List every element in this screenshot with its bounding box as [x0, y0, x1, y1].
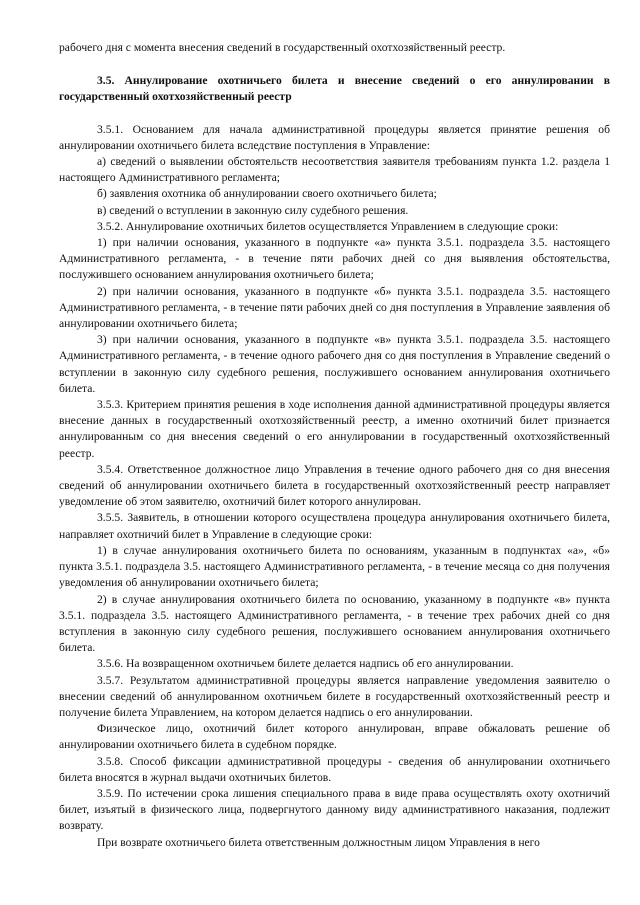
paragraph-3-5-2: 3.5.2. Аннулирование охотничьих билетов осуществляется Управлением в следующие сроки:	[97, 219, 559, 233]
paragraph-3-5-9: 3.5.9. По истечении срока лишения специального права в виде права осуществлять охоту охотничий билет, изъятый в физического лица, подвергнутого данному виду административного наказания, подлежит возврату.	[59, 786, 610, 833]
lead-line: рабочего дня с момента внесения сведений в государственный охотхозяйственный реестр.	[59, 41, 506, 54]
paragraph-return: При возврате охотничьего билета ответственным должностным лицом Управления в него	[97, 835, 540, 849]
paragraph-3-5-7: 3.5.7. Результатом административной процедуры является направление уведомления заявителю о внесении сведений об аннулированном охотничьем билете в государственный охотхозяйственный реестр и получение билета Управлением, на котором делается надпись о его аннулировании.	[59, 673, 610, 719]
paragraph-3-5-2-2: 2) при наличии основания, указанного в подпункте «б» пункта 3.5.1. подраздела 3.5. настоящего Административного регламента, - в течение пяти рабочих дней со дня поступления в Управление заявления об аннулировании охотничьего билета;	[59, 284, 610, 331]
paragraph-3-5-4: 3.5.4. Ответственное должностное лицо Управления в течение одного рабочего дня со дня внесения сведений об аннулировании охотничьего билета в государственный охотхозяйственный реестр направляет уведомление об этом заявителю, охотничий билет которого аннулирован.	[59, 462, 610, 509]
paragraph-3-5-2-1: 1) при наличии основания, указанного в подпункте «а» пункта 3.5.1. подраздела 3.5. настоящего Административного регламента, - в течение пяти рабочих дней со дня выявления обстоятельства, послужившего основанием аннулирования охотничьего билета;	[59, 236, 610, 282]
paragraph-3-5-5-2: 2) в случае аннулирования охотничьего билета по основанию, указанному в подпункте «в» пункта 3.5.1. подраздела 3.5. настоящего Административного регламента, - в течение трех рабочих дней со дня вступления в законную силу судебного решения, послужившего основанием аннулирования охотничьего билета.	[59, 592, 610, 655]
paragraph-appeal: Физическое лицо, охотничий билет которого аннулирован, вправе обжаловать решение об аннулировании охотничьего билета в судебном порядке.	[59, 722, 610, 752]
paragraph-3-5-1-v: в) сведений о вступлении в законную силу судебного решения.	[97, 203, 409, 217]
section-heading: 3.5. Аннулирование охотничьего билета и внесение сведений о его аннулировании в государственный охотхозяйственный реестр	[59, 74, 610, 104]
paragraph-3-5-5-1: 1) в случае аннулирования охотничьего билета по основаниям, указанным в подпунктах «а», «б» пункта 3.5.1. подраздела 3.5. настоящего Административного регламента, - в течение месяца со дня получения уведомления об аннулировании охотничьего билета;	[59, 543, 610, 590]
paragraph-3-5-1-a: а) сведений о выявлении обстоятельств несоответствия заявителя требованиям пункта 1.2. раздела 1 настоящего Административного регламента;	[59, 155, 610, 185]
paragraph-3-5-2-3: 3) при наличии основания, указанного в подпункте «в» пункта 3.5.1. подраздела 3.5. настоящего Административного регламента, - в течение одного рабочего дня со дня поступления в Управление сведений о вступлении в законную силу судебного решения, послужившего основанием аннулирования охотничьего билета.	[59, 333, 610, 395]
document-body	[59, 40, 610, 851]
paragraph-3-5-8: 3.5.8. Способ фиксации административной процедуры - сведения об аннулировании охотничьего билета вносятся в журнал выдачи охотничьих билетов.	[59, 754, 610, 784]
paragraph-3-5-3: 3.5.3. Критерием принятия решения в ходе исполнения данной административной процедуры является внесение данных в государственный охотхозяйственный реестр, а именно охотничий билет признается аннулированным со дня внесения сведений о его аннулировании в государственный охотхозяйственный реестр.	[59, 398, 610, 460]
paragraph-3-5-5: 3.5.5. Заявитель, в отношении которого осуществлена процедура аннулирования охотничьего билета, направляет охотничий билет в Управление в следующие сроки:	[59, 511, 610, 541]
paragraph-3-5-6: 3.5.6. На возвращенном охотничьем билете делается надпись об его аннулировании.	[97, 657, 514, 671]
paragraph-3-5-1-b: б) заявления охотника об аннулировании своего охотничьего билета;	[97, 187, 437, 201]
paragraph-3-5-1: 3.5.1. Основанием для начала административной процедуры является принятие решения об аннулировании охотничьего билета вследствие поступления в Управление:	[59, 122, 610, 152]
